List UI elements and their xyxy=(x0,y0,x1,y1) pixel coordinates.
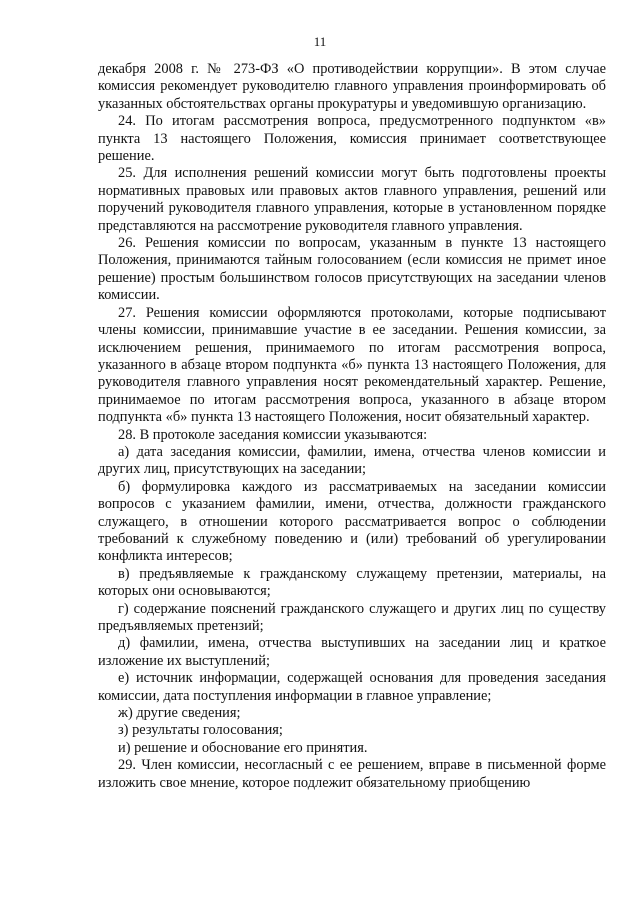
page-number: 11 xyxy=(313,34,327,49)
paragraph-25: 25. Для исполнения решений комиссии могут быть подготовлены проекты нормативных правовых или правовых актов главного управления, решений или поручений руководителя главного управления, которые в установленном порядке представляются на рассмотрение руководителя главного управления. xyxy=(98,165,606,234)
list-item-e: е) источник информации, содержащей основания для проведения заседания комиссии, дата поступления информации в главное управление; xyxy=(98,670,606,704)
paragraph-29: 29. Член комиссии, несогласный с ее решением, вправе в письменной форме изложить свое мнение, которое подлежит обязательному приобщению xyxy=(98,757,606,791)
list-item-b: б) формулировка каждого из рассматриваемых на заседании комиссии вопросов с указанием фамилии, имени, отчества, должности гражданского служащего, в отношении которого рассматривается вопрос о соблюдении требований к служебному поведению и (или) требований об урегулировании конфликта интересов; xyxy=(98,478,606,565)
list-item-v: в) предъявляемые к гражданскому служащему претензии, материалы, на которых они основываются; xyxy=(98,565,606,600)
paragraph-continuation: декабря 2008 г. № 273-ФЗ «О противодействии коррупции». В этом случае комиссия рекомендует руководителю главного управления проинформировать об указанных обстоятельствах органы прокуратуры и уведомившую организацию. xyxy=(98,61,606,112)
list-item-d: д) фамилии, имена, отчества выступивших на заседании лиц и краткое изложение их выступлений; xyxy=(98,635,606,669)
list-item-i: и) решение и обоснование его принятия. xyxy=(118,739,368,756)
list-item-zh: ж) другие сведения; xyxy=(118,705,241,722)
paragraph-27: 27. Решения комиссии оформляются протоколами, которые подписывают члены комиссии, принимавшие участие в ее заседании. Решения комиссии, за исключением решения, принимаемого по итогам рассмотрения вопроса, указанного в абзаце втором подпункта «б» пункта 13 настоящего Положения, для руководителя главного управления носят рекомендательный характер. Решение, принимаемое по итогам рассмотрения вопроса, указанного в абзаце втором подпункта «б» пункта 13 настоящего Положения, носит обязательный характер. xyxy=(98,304,606,426)
paragraph-24: 24. По итогам рассмотрения вопроса, предусмотренного подпунктом «в» пункта 13 настоящего Положения, комиссия принимает соответствующее решение. xyxy=(98,113,606,165)
paragraph-28: 28. В протоколе заседания комиссии указываются: xyxy=(118,426,428,443)
document-body xyxy=(98,61,606,792)
list-item-g: г) содержание пояснений гражданского служащего и других лиц по существу предъявляемых претензий; xyxy=(98,600,606,634)
list-item-z: з) результаты голосования; xyxy=(118,722,283,739)
paragraph-26: 26. Решения комиссии по вопросам, указанным в пункте 13 настоящего Положения, принимаются тайным голосованием (если комиссия не примет иное решение) простым большинством голосов присутствующих на заседании членов комиссии. xyxy=(98,235,606,304)
list-item-a: а) дата заседания комиссии, фамилии, имена, отчества членов комиссии и других лиц, присутствующих на заседании; xyxy=(98,443,606,478)
